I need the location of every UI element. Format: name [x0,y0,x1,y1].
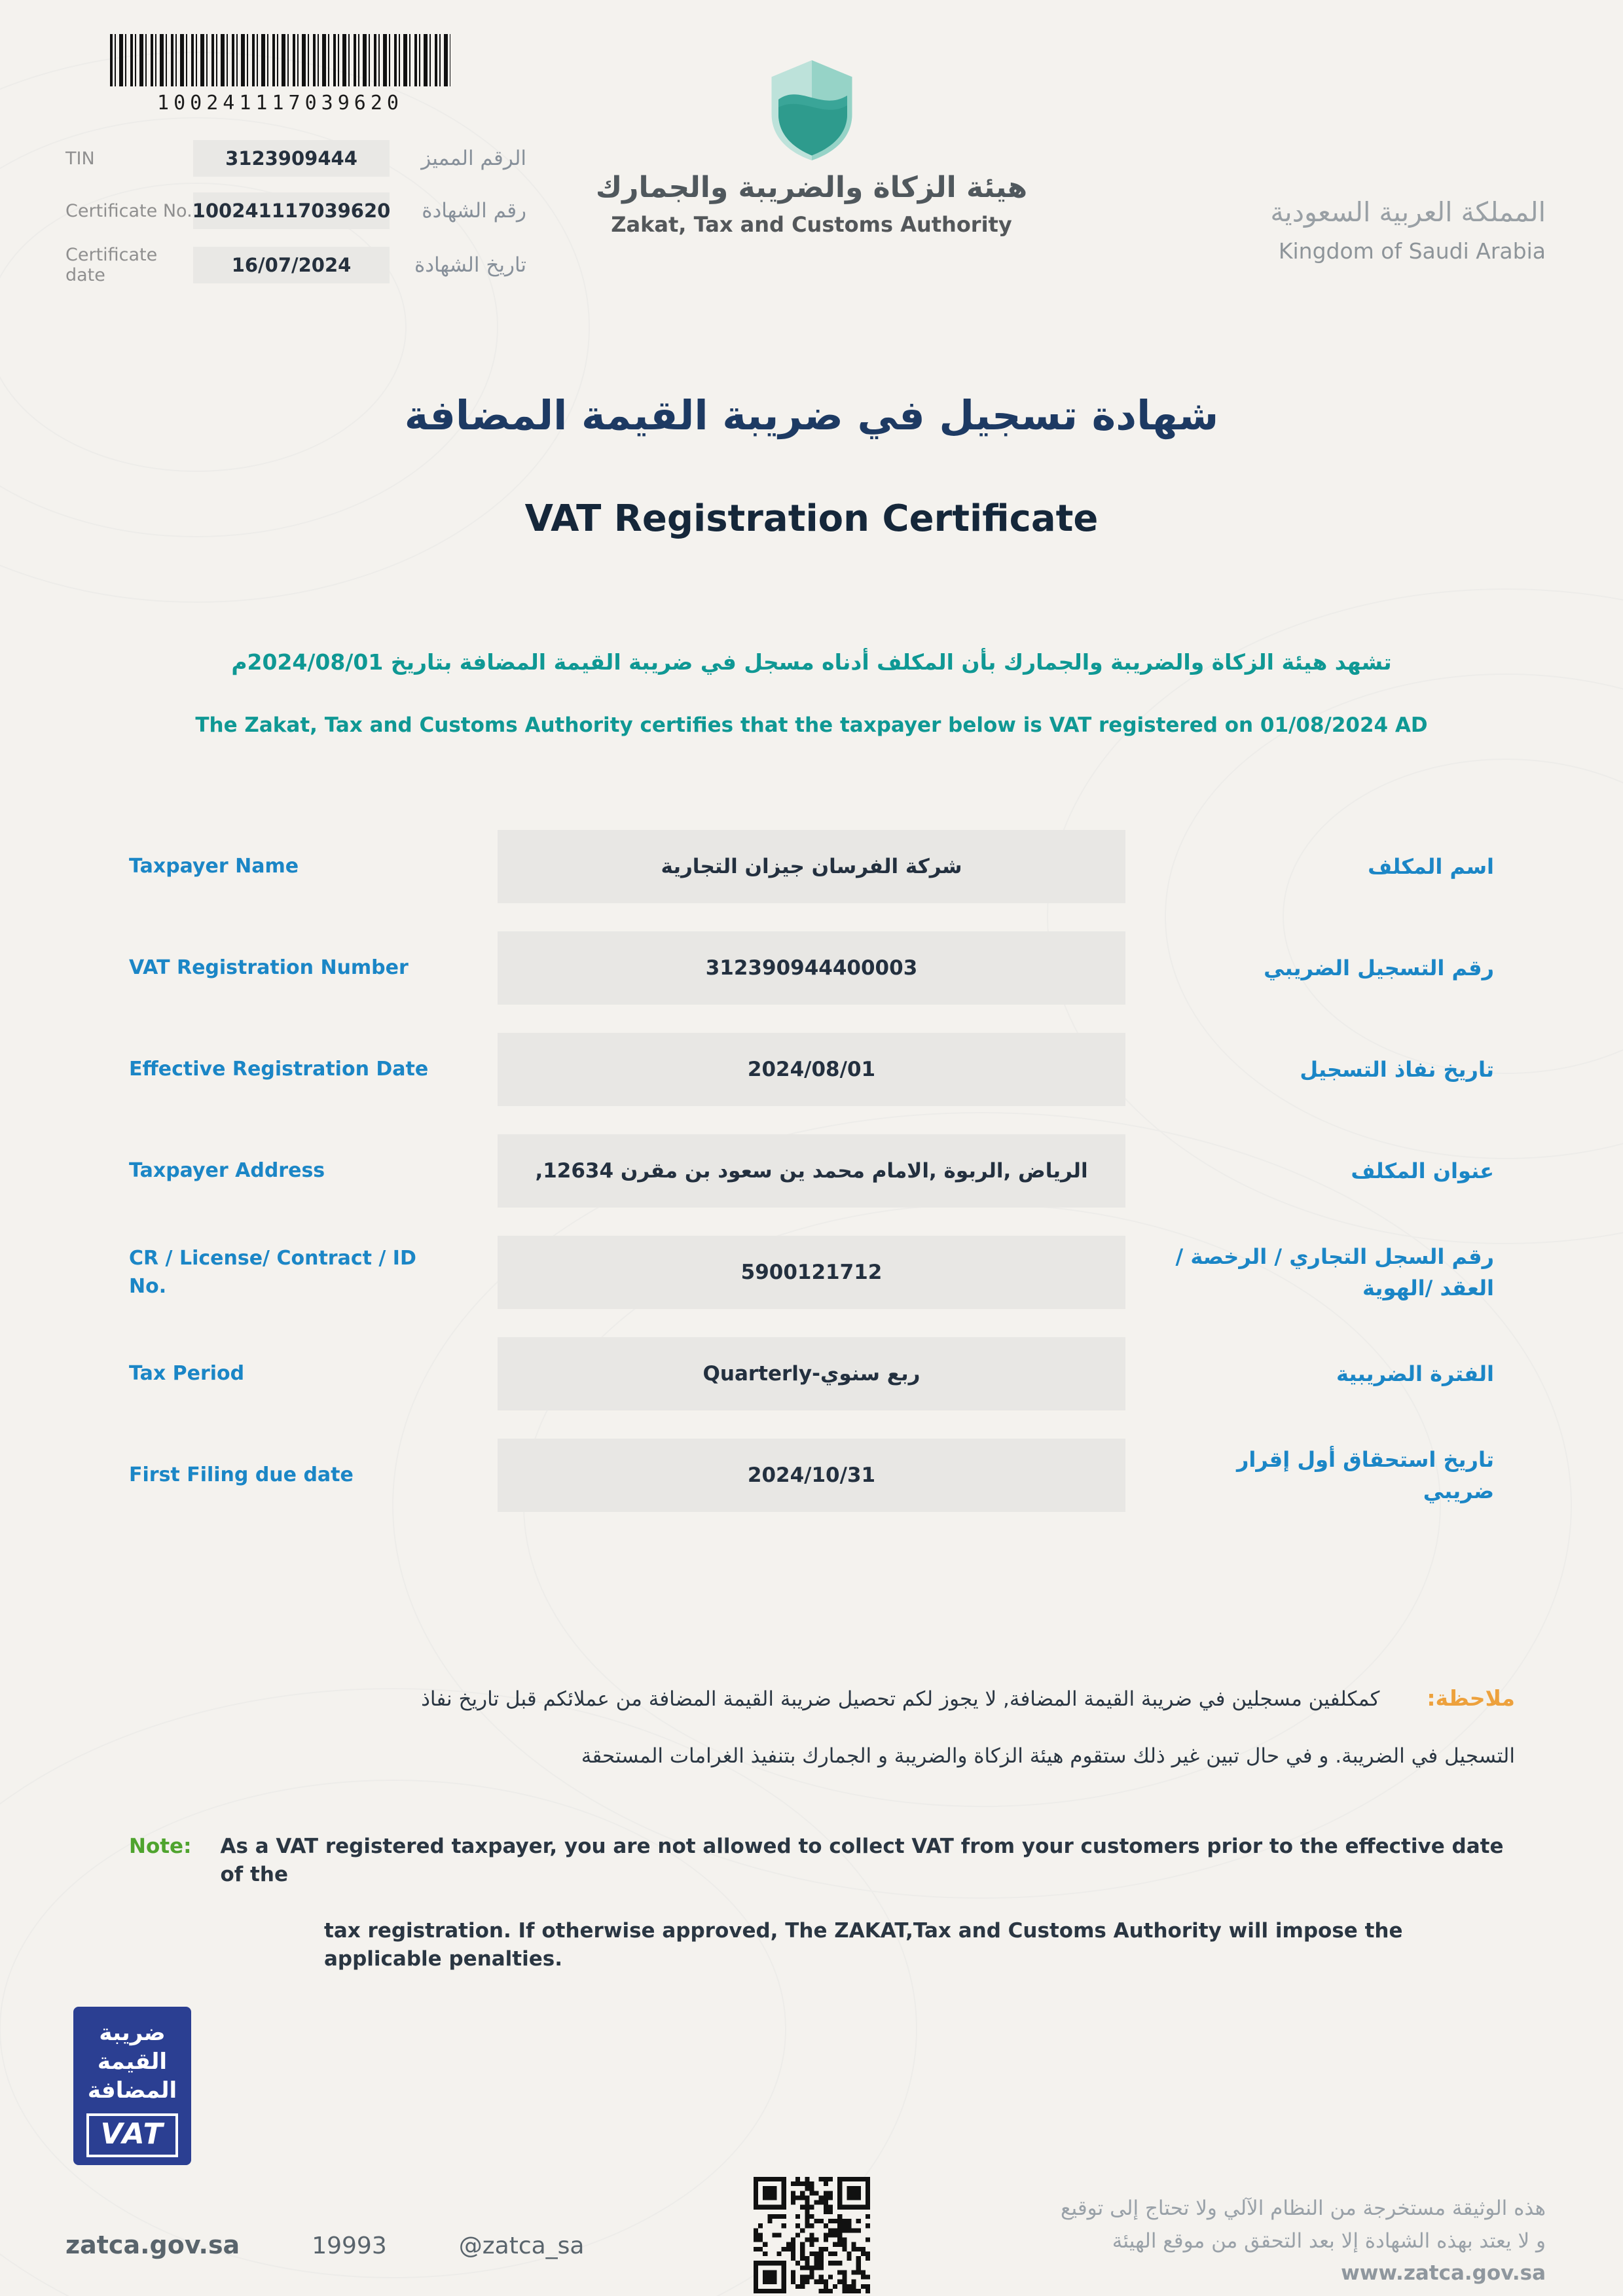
tin-value: 3123909444 [193,140,390,177]
disclaimer-url: www.zatca.gov.sa [1341,2261,1546,2286]
field-label-ar: اسم المكلف [1368,854,1494,879]
field-label-ar: تاريخ استحقاق أول إقرار ضريبي [1236,1447,1494,1503]
note-arabic-label: ملاحظة: [1427,1685,1515,1711]
field-label-ar: عنوان المكلف [1351,1158,1494,1183]
certificate-no-label-ar: رقم الشهادة [422,199,527,223]
field-row-tax-period [108,1337,1515,1410]
taxpayer-fields [108,830,1515,1540]
certificate-title-english: VAT Registration Certificate [524,497,1099,540]
authority-logo-block [563,56,1061,237]
meta-row-certificate-no [65,192,526,229]
certificate-no-label: Certificate No. [65,200,192,221]
vat-logo-word1: ضريبة [99,2020,166,2046]
vat-logo [73,2007,191,2165]
note-english-line2: tax registration. If otherwise approved, The ZAKAT,Tax and Customs Authority will impose the applicable penalties. [324,1918,1403,1971]
note-english-line1 [108,1833,1515,1890]
field-label-en: Effective Registration Date [129,1058,429,1081]
footer-social-handle: @zatca_sa [458,2233,585,2259]
tin-label-ar: الرقم المميز [421,147,527,170]
disclaimer-line1: هذه الوثيقة مستخرجة من النظام الآلي ولا تحتاج إلى توقيع [1061,2197,1546,2220]
field-label-ar: رقم السجل التجاري / الرخصة / العقد /الهوية [1175,1244,1494,1300]
zatca-logo-icon [763,56,861,164]
note-english [108,1833,1515,1974]
meta-row-tin [65,140,526,177]
field-value: الرياض ,الربوة ,الامام محمد ين سعود بن مقرن 12634, [498,1134,1125,1208]
note-english-text1: As a VAT registered taxpayer, you are not allowed to collect VAT from your customers prior to the effective date of the [220,1835,1504,1887]
field-label-en: Tax Period [129,1362,245,1386]
field-row-first-filing-due-date [108,1439,1515,1512]
note-arabic-text1: كمكلفين مسجلين في ضريبة القيمة المضافة, لا يجوز لكم تحصيل ضريبة القيمة المضافة من عملائكم قبل تاريخ نفاذ [421,1687,1380,1711]
note-arabic [108,1683,1515,1800]
qr-code [754,2177,870,2293]
note-arabic-line2: التسجيل في الضريبة. و في حال تبين غير ذلك ستقوم هيئة الزكاة والضريبة و الجمارك بتنفيذ الغرامات المستحقة [581,1744,1515,1768]
vat-logo-word3: المضافة [87,2077,177,2104]
field-label-en: VAT Registration Number [129,956,409,980]
field-label-ar: رقم التسجيل الضريبي [1264,956,1494,980]
field-row-effective-registration-date [108,1033,1515,1106]
field-value: 2024/10/31 [498,1439,1125,1512]
tin-label: TIN [65,148,95,169]
field-row-taxpayer-name [108,830,1515,903]
certificate-title-arabic: شهادة تسجيل في ضريبة القيمة المضافة [404,391,1219,439]
field-label-ar: تاريخ نفاذ التسجيل [1300,1057,1494,1082]
authority-name-arabic: هيئة الزكاة والضريبة والجمارك [595,171,1028,204]
footer-disclaimer [1061,2193,1546,2290]
note-arabic-line1 [108,1683,1515,1713]
certificate-meta [65,140,527,285]
field-row-vat-registration-number [108,931,1515,1005]
certification-statement-english: The Zakat, Tax and Customs Authority certifies that the taxpayer below is VAT registered on 01/08/2024 AD [195,713,1428,737]
vat-logo-vat-text: VAT [86,2113,178,2157]
field-value: 2024/08/01 [498,1033,1125,1106]
field-label-en: Taxpayer Name [129,855,299,878]
disclaimer-line2: و لا يعتد بهذه الشهادة إلا بعد التحقق من موقع الهيئة [1112,2229,1546,2253]
barcode [110,34,450,86]
footer-contacts [65,2231,585,2259]
authority-name-english: Zakat, Tax and Customs Authority [611,212,1012,237]
certificate-no-value: 100241117039620 [193,192,390,229]
certificate-date-label-ar: تاريخ الشهادة [414,253,527,277]
certificate-date-label: Certificate date [65,245,158,285]
field-label-en: CR / License/ Contract / ID No. [129,1246,416,1298]
barcode-number: 100241117039620 [157,92,403,115]
field-value: 312390944400003 [498,931,1125,1005]
meta-row-certificate-date [65,245,527,285]
certificate-date-value: 16/07/2024 [193,247,390,283]
note-english-label: Note: [129,1835,192,1858]
field-label-en: Taxpayer Address [129,1159,325,1183]
field-label-en: First Filing due date [129,1463,354,1487]
footer-website: zatca.gov.sa [65,2231,240,2259]
field-value: شركة الفرسان جيزان التجارية [498,830,1125,903]
kingdom-name-english: Kingdom of Saudi Arabia [1278,238,1546,264]
certification-statement-arabic: تشهد هيئة الزكاة والضريبة والجمارك بأن المكلف أدناه مسجل في ضريبة القيمة المضافة بتاريخ 2024/08/01م [231,649,1392,675]
field-label-ar: الفترة الضريبية [1336,1361,1494,1386]
kingdom-name-arabic: المملكة العربية السعودية [1270,196,1546,228]
field-value: ربع سنوي-Quarterly [498,1337,1125,1410]
field-row-cr-license [108,1236,1515,1309]
vat-logo-word2: القيمة [97,2049,168,2075]
kingdom-block [1270,196,1546,264]
field-value: 5900121712 [498,1236,1125,1309]
footer-phone: 19993 [312,2233,387,2259]
field-row-taxpayer-address [108,1134,1515,1208]
